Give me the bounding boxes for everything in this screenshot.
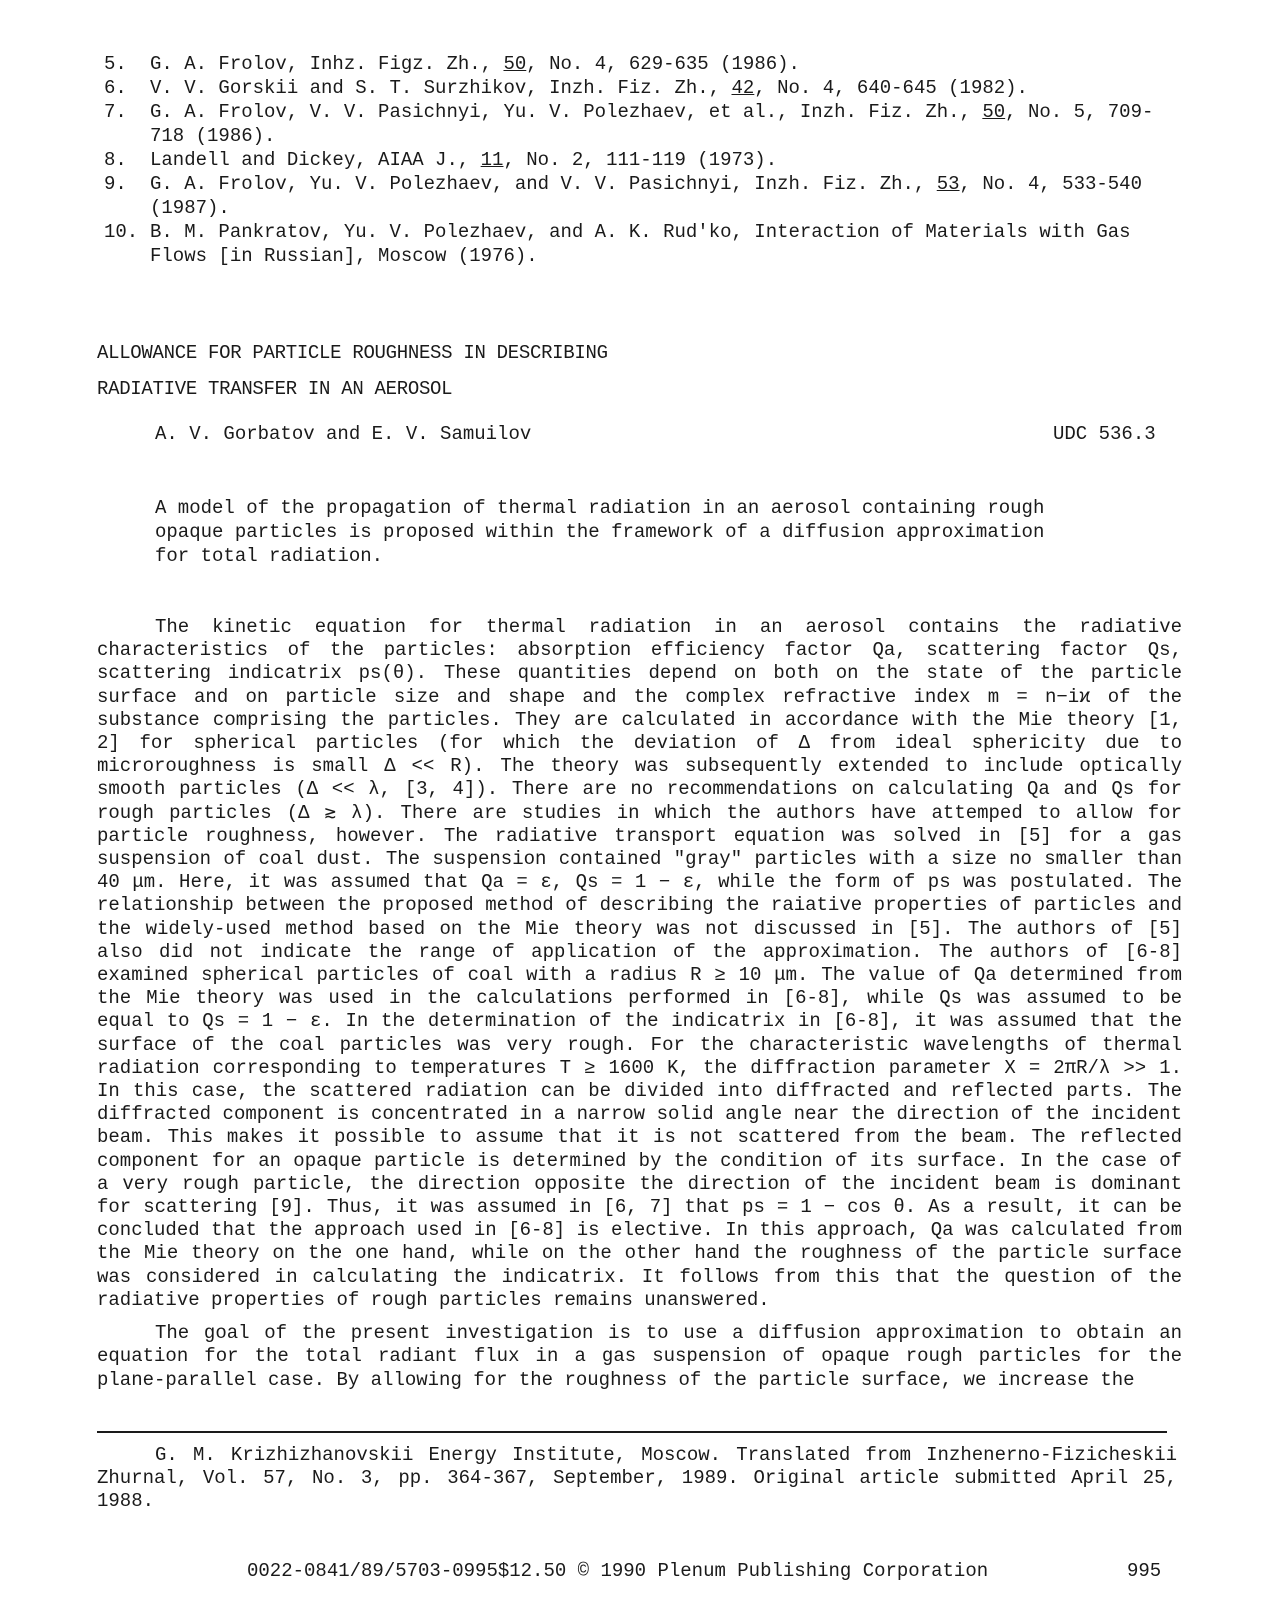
reference-item (104, 220, 1184, 268)
reference-fragment: , No. 4, 533-540 (1987). (150, 173, 1154, 219)
reference-item (104, 52, 1184, 76)
title-line-1: ALLOWANCE FOR PARTICLE ROUGHNESS IN DESCRIBING (97, 342, 608, 364)
reference-text (150, 76, 1184, 100)
reference-item (104, 148, 1184, 172)
reference-fragment: Landell and Dickey, AIAA J., (150, 149, 481, 171)
page-number: 995 (1127, 1560, 1162, 1582)
reference-number: 10. (104, 221, 139, 243)
reference-fragment: V. V. Gorskii and S. T. Surzhikov, Inzh. Fiz. Zh., (150, 77, 732, 99)
body-text (97, 616, 1182, 1402)
reference-fragment: , No. 2, 111-119 (1973). (503, 149, 778, 171)
reference-volume: 42 (731, 77, 755, 99)
reference-fragment: , No. 4, 640-645 (1982). (754, 77, 1028, 99)
reference-fragment: B. M. Pankratov, Yu. V. Polezhaev, and A. K. Rud'ko, Interaction of Materials with Gas Flows [in Russian], Moscow (1976). (150, 221, 1142, 267)
reference-fragment: G. A. Frolov, V. V. Pasichnyi, Yu. V. Polezhaev, et al., Inzh. Fiz. Zh., (150, 101, 983, 123)
reference-text (150, 148, 1184, 172)
reference-volume: 53 (936, 173, 960, 195)
title-line-2: RADIATIVE TRANSFER IN AN AEROSOL (97, 378, 453, 400)
body-paragraph-1: The kinetic equation for thermal radiation in an aerosol contains the radiative characteristics of the particles: absorption efficiency factor Qa, scattering factor Qs, scattering indicatrix ps(θ). These quantities depend on both on the state of the particle surface and on particle size and shape and the complex refractive index m = n−iϰ of the substance comprising the particles. They are calculated in accordance with the Mie theory [1, 2] for spherical particles (for which the deviation of Δ from ideal sphericity due to microroughness is small Δ << R). The theory was subsequently extended to include optically smooth particles (Δ << λ, [3, 4]). There are no recommendations on calculating Qa and Qs for rough particles (Δ ≳ λ). There are studies in which the authors have attemped to allow for particle roughness, however. The radiative transport equation was solved in [5] for a gas suspension of coal dust. The suspension contained "gray" particles with a size no smaller than 40 μm. Here, it was assumed that Qa = ε, Qs = 1 − ε, while the form of ps was postulated. The relationship between the proposed method of describing the raiative properties of particles and the widely-used method based on the Mie theory was not discussed in [5]. The authors of [5] also did not indicate the range of application of the approximation. The authors of [6-8] examined spherical particles of coal with a radius R ≥ 10 μm. The value of Qa determined from the Mie theory was used in the calculations performed in [6-8], while Qs was assumed to be equal to Qs = 1 − ε. In the determination of the indicatrix in [6-8], it was assumed that the surface of the coal particles was very rough. For the characteristic wavelengths of thermal radiation corresponding to temperatures T ≥ 1600 K, the diffraction parameter X = 2πR/λ >> 1. In this case, the scattered radiation can be divided into diffracted and reflected parts. The diffracted component is concentrated in a narrow solid angle near the direction of the incident beam. This makes it possible to assume that it is not scattered from the beam. The reflected component for an opaque particle is determined by the condition of its surface. In the case of a very rough particle, the direction opposite the direction of the incident beam is dominant for scattering [9]. Thus, it was assumed in [6, 7] that ps = 1 − cos θ. As a result, it can be concluded that the approach used in [6-8] is elective. In this approach, Qa was calculated from the Mie theory on the one hand, while on the other hand the roughness of the particle surface was considered in calculating the indicatrix. It follows from this that the question of the radiative properties of rough particles remains unanswered. (97, 616, 1182, 1311)
reference-volume: 50 (982, 101, 1006, 123)
reference-fragment: , No. 4, 629-635 (1986). (526, 53, 800, 75)
footnote-rule (97, 1431, 1167, 1433)
reference-volume: 11 (480, 149, 504, 171)
reference-item (104, 100, 1184, 148)
reference-item (104, 76, 1184, 100)
reference-number: 6. (104, 77, 127, 99)
reference-fragment: G. A. Frolov, Inhz. Figz. Zh., (150, 53, 504, 75)
reference-number: 5. (104, 53, 127, 75)
reference-text (150, 220, 1184, 268)
copyright-line: 0022-0841/89/5703-0995$12.50 © 1990 Plenum Publishing Corporation (247, 1560, 989, 1582)
reference-volume: 50 (503, 53, 527, 75)
article-title (97, 342, 608, 414)
reference-text (150, 172, 1184, 220)
reference-text (150, 52, 1184, 76)
body-paragraph-2: The goal of the present investigation is to use a diffusion approximation to obtain an equation for the total radiant flux in a gas suspension of opaque rough particles for the plane-parallel case. By allowing for the roughness of the particle surface, we increase the (97, 1322, 1182, 1391)
reference-number: 8. (104, 149, 127, 171)
reference-list (104, 52, 1184, 268)
reference-fragment: G. A. Frolov, Yu. V. Polezhaev, and V. V. Pasichnyi, Inzh. Fiz. Zh., (150, 173, 937, 195)
udc-code: UDC 536.3 (1053, 423, 1156, 445)
footnote: G. M. Krizhizhanovskii Energy Institute, Moscow. Translated from Inzhenerno-Fizicheskii Zhurnal, Vol. 57, No. 3, pp. 364-367, September, 1989. Original article submitted April 25, 1988. (97, 1444, 1177, 1512)
authors: A. V. Gorbatov and E. V. Samuilov (155, 423, 532, 445)
reference-number: 7. (104, 101, 127, 123)
reference-number: 9. (104, 173, 127, 195)
reference-text (150, 100, 1184, 148)
abstract: A model of the propagation of thermal radiation in an aerosol containing rough opaque particles is proposed within the framework of a diffusion approximation for total radiation. (155, 497, 1045, 567)
reference-fragment: , No. 5, 709-718 (1986). (150, 101, 1154, 147)
reference-item (104, 172, 1184, 220)
